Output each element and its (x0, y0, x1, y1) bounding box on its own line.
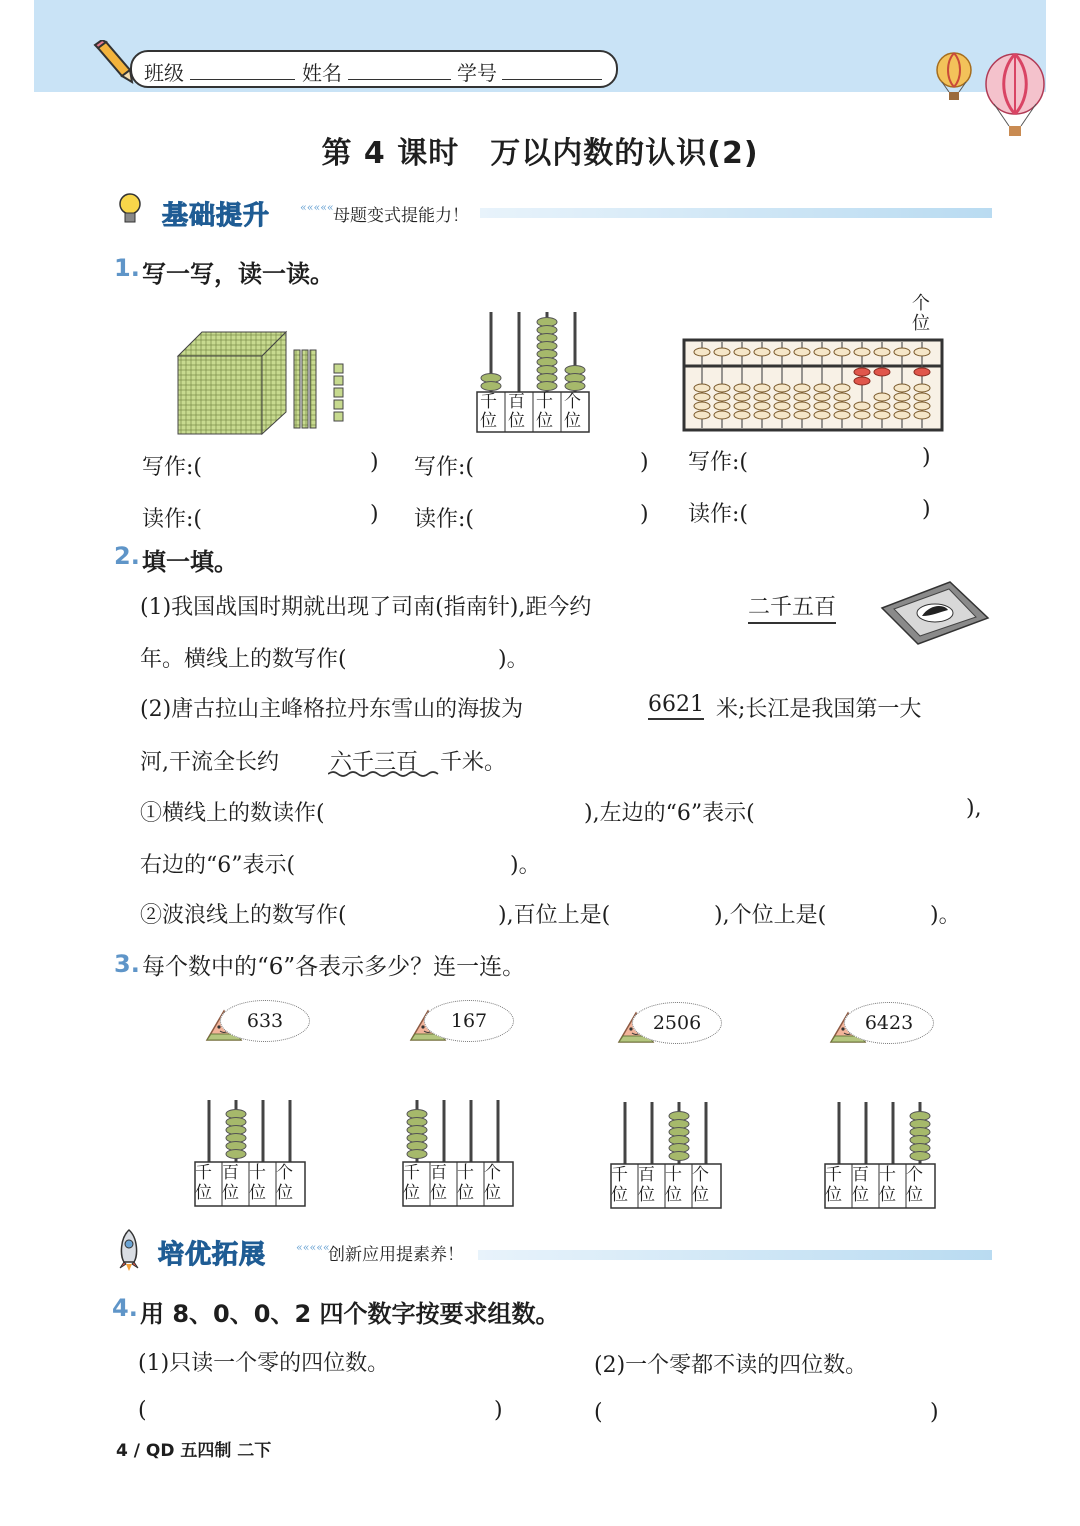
q3-number: 3. (114, 950, 140, 978)
q2-s2-ones: ),个位上是( (714, 903, 827, 928)
id-field[interactable] (502, 79, 602, 80)
q4-number: 4. (112, 1294, 138, 1322)
number-bubble: 167 (424, 1000, 514, 1042)
name-label: 姓名 (302, 61, 342, 85)
q4-title: 用 8、0、0、2 四个数字按要求组数。 (140, 1300, 560, 1328)
q1-title: 写一写，读一读。 (142, 260, 334, 288)
place-label: 百位 (638, 1165, 655, 1205)
place-label: 十位 (249, 1163, 266, 1203)
q2-p1-blank-label: 年。横线上的数写作( (140, 647, 347, 672)
ones-place-label: 个位 (912, 293, 930, 334)
q2-title: 填一填。 (142, 548, 238, 576)
section-divider (480, 208, 992, 218)
id-label: 学号 (457, 61, 497, 85)
q4-sub1: (1)只读一个零的四位数。 (138, 1351, 390, 1376)
place-label: 十位 (665, 1165, 682, 1205)
q2-s1-end: ), (966, 796, 982, 821)
q2-s2-label: ②波浪线上的数写作( (140, 903, 347, 928)
number-bubble: 2506 (632, 1002, 722, 1044)
q1a-read-label: 读作:( (142, 507, 202, 532)
q4-sub2-open: ( (594, 1400, 603, 1425)
number-bubble: 633 (220, 1000, 310, 1042)
place-label: 千位 (195, 1163, 212, 1203)
q2-p2-text-b: 米;长江是我国第一大 (716, 697, 922, 722)
q2-number: 2. (114, 542, 140, 570)
q1b-write-label: 写作:( (414, 455, 474, 480)
class-label: 班级 (144, 61, 184, 85)
place-label: 个位 (564, 392, 581, 431)
q1a-read-close: ) (370, 502, 379, 527)
q1a-write-close: ) (370, 450, 379, 475)
place-label: 千位 (480, 392, 497, 431)
q4-sub2-close: ) (930, 1400, 939, 1425)
place-label: 百位 (430, 1163, 447, 1203)
lightbulb-icon (116, 192, 144, 226)
q4-sub1-open: ( (138, 1398, 147, 1423)
name-field[interactable] (348, 79, 451, 80)
class-field[interactable] (190, 79, 295, 80)
section-basic-title: 基础提升 (162, 201, 271, 231)
student-info-bar (130, 50, 618, 88)
q1a-write-label: 写作:( (142, 455, 202, 480)
q1b-read-label: 读作:( (414, 507, 474, 532)
suanpan-abacus (682, 338, 944, 432)
q1c-read-label: 读作:( (688, 502, 748, 527)
q1c-write-close: ) (922, 445, 931, 470)
place-label: 个位 (484, 1163, 501, 1203)
place-label: 个位 (906, 1165, 923, 1205)
q1c-write-label: 写作:( (688, 450, 748, 475)
q1b-write-close: ) (640, 450, 649, 475)
page-title: 第 4 课时 万以内数的认识(2) (321, 136, 759, 171)
base-ten-blocks (176, 330, 352, 438)
q2-p2-text-c: 河,干流全长约 (140, 750, 279, 775)
q2-p2-text: (2)唐古拉山主峰格拉丹东雪山的海拔为 (140, 697, 524, 722)
q2-s1-label: ①横线上的数读作( (140, 801, 325, 826)
place-label: 千位 (403, 1163, 420, 1203)
q1-counting-frame (474, 306, 594, 436)
place-label: 千位 (825, 1165, 842, 1205)
q2-p2-underlined-number: 6621 (648, 692, 704, 720)
q1c-read-close: ) (922, 497, 931, 522)
q2-s1-right-close: )。 (510, 853, 541, 878)
q4-sub2: (2)一个零都不读的四位数。 (594, 1353, 868, 1378)
place-label: 个位 (692, 1165, 709, 1205)
place-label: 十位 (457, 1163, 474, 1203)
q2-s1-right-label: 右边的“6”表示( (140, 853, 296, 878)
q1b-read-close: ) (640, 502, 649, 527)
place-label: 百位 (852, 1165, 869, 1205)
place-label: 百位 (222, 1163, 239, 1203)
section-advanced-title: 培优拓展 (158, 1240, 267, 1270)
place-label: 十位 (536, 392, 553, 431)
place-label: 千位 (611, 1165, 628, 1205)
place-label: 百位 (508, 392, 525, 431)
q2-p2-wavy: 六千三百 (330, 750, 419, 775)
place-label: 十位 (879, 1165, 896, 1205)
section-basic-slogan: 母题变式提能力！ (333, 206, 469, 226)
q2-p1-blank-close: )。 (498, 647, 529, 672)
place-label: 个位 (276, 1163, 293, 1203)
q4-sub1-close: ) (494, 1398, 503, 1423)
q2-s2-close: )。 (930, 903, 961, 928)
section-divider (478, 1250, 992, 1260)
q2-p1-text: (1)我国战国时期就出现了司南(指南针),距今约 (140, 595, 592, 620)
q2-s1-mid: ),左边的“6”表示( (584, 801, 755, 826)
compass-sinan-image (878, 578, 990, 648)
number-bubble: 6423 (844, 1002, 934, 1044)
q1-number: 1. (114, 254, 140, 282)
q2-s2-hundreds: ),百位上是( (498, 903, 611, 928)
hundred-flats (294, 350, 316, 428)
small-balloon-icon (934, 52, 974, 104)
section-advanced-slogan: 创新应用提素养！ (328, 1245, 464, 1265)
q2-p1-underlined: 二千五百 (748, 590, 836, 624)
rocket-icon (114, 1228, 144, 1272)
unit-cubes (334, 364, 343, 421)
pencil-icon (92, 40, 134, 84)
page-footer: 4 / QD 五四制 二下 (116, 1441, 272, 1461)
q2-p2-text-d: 千米。 (440, 750, 507, 775)
q3-title: 每个数中的“6”各表示多少？连一连。 (142, 954, 526, 980)
wavy-underline (328, 770, 440, 778)
